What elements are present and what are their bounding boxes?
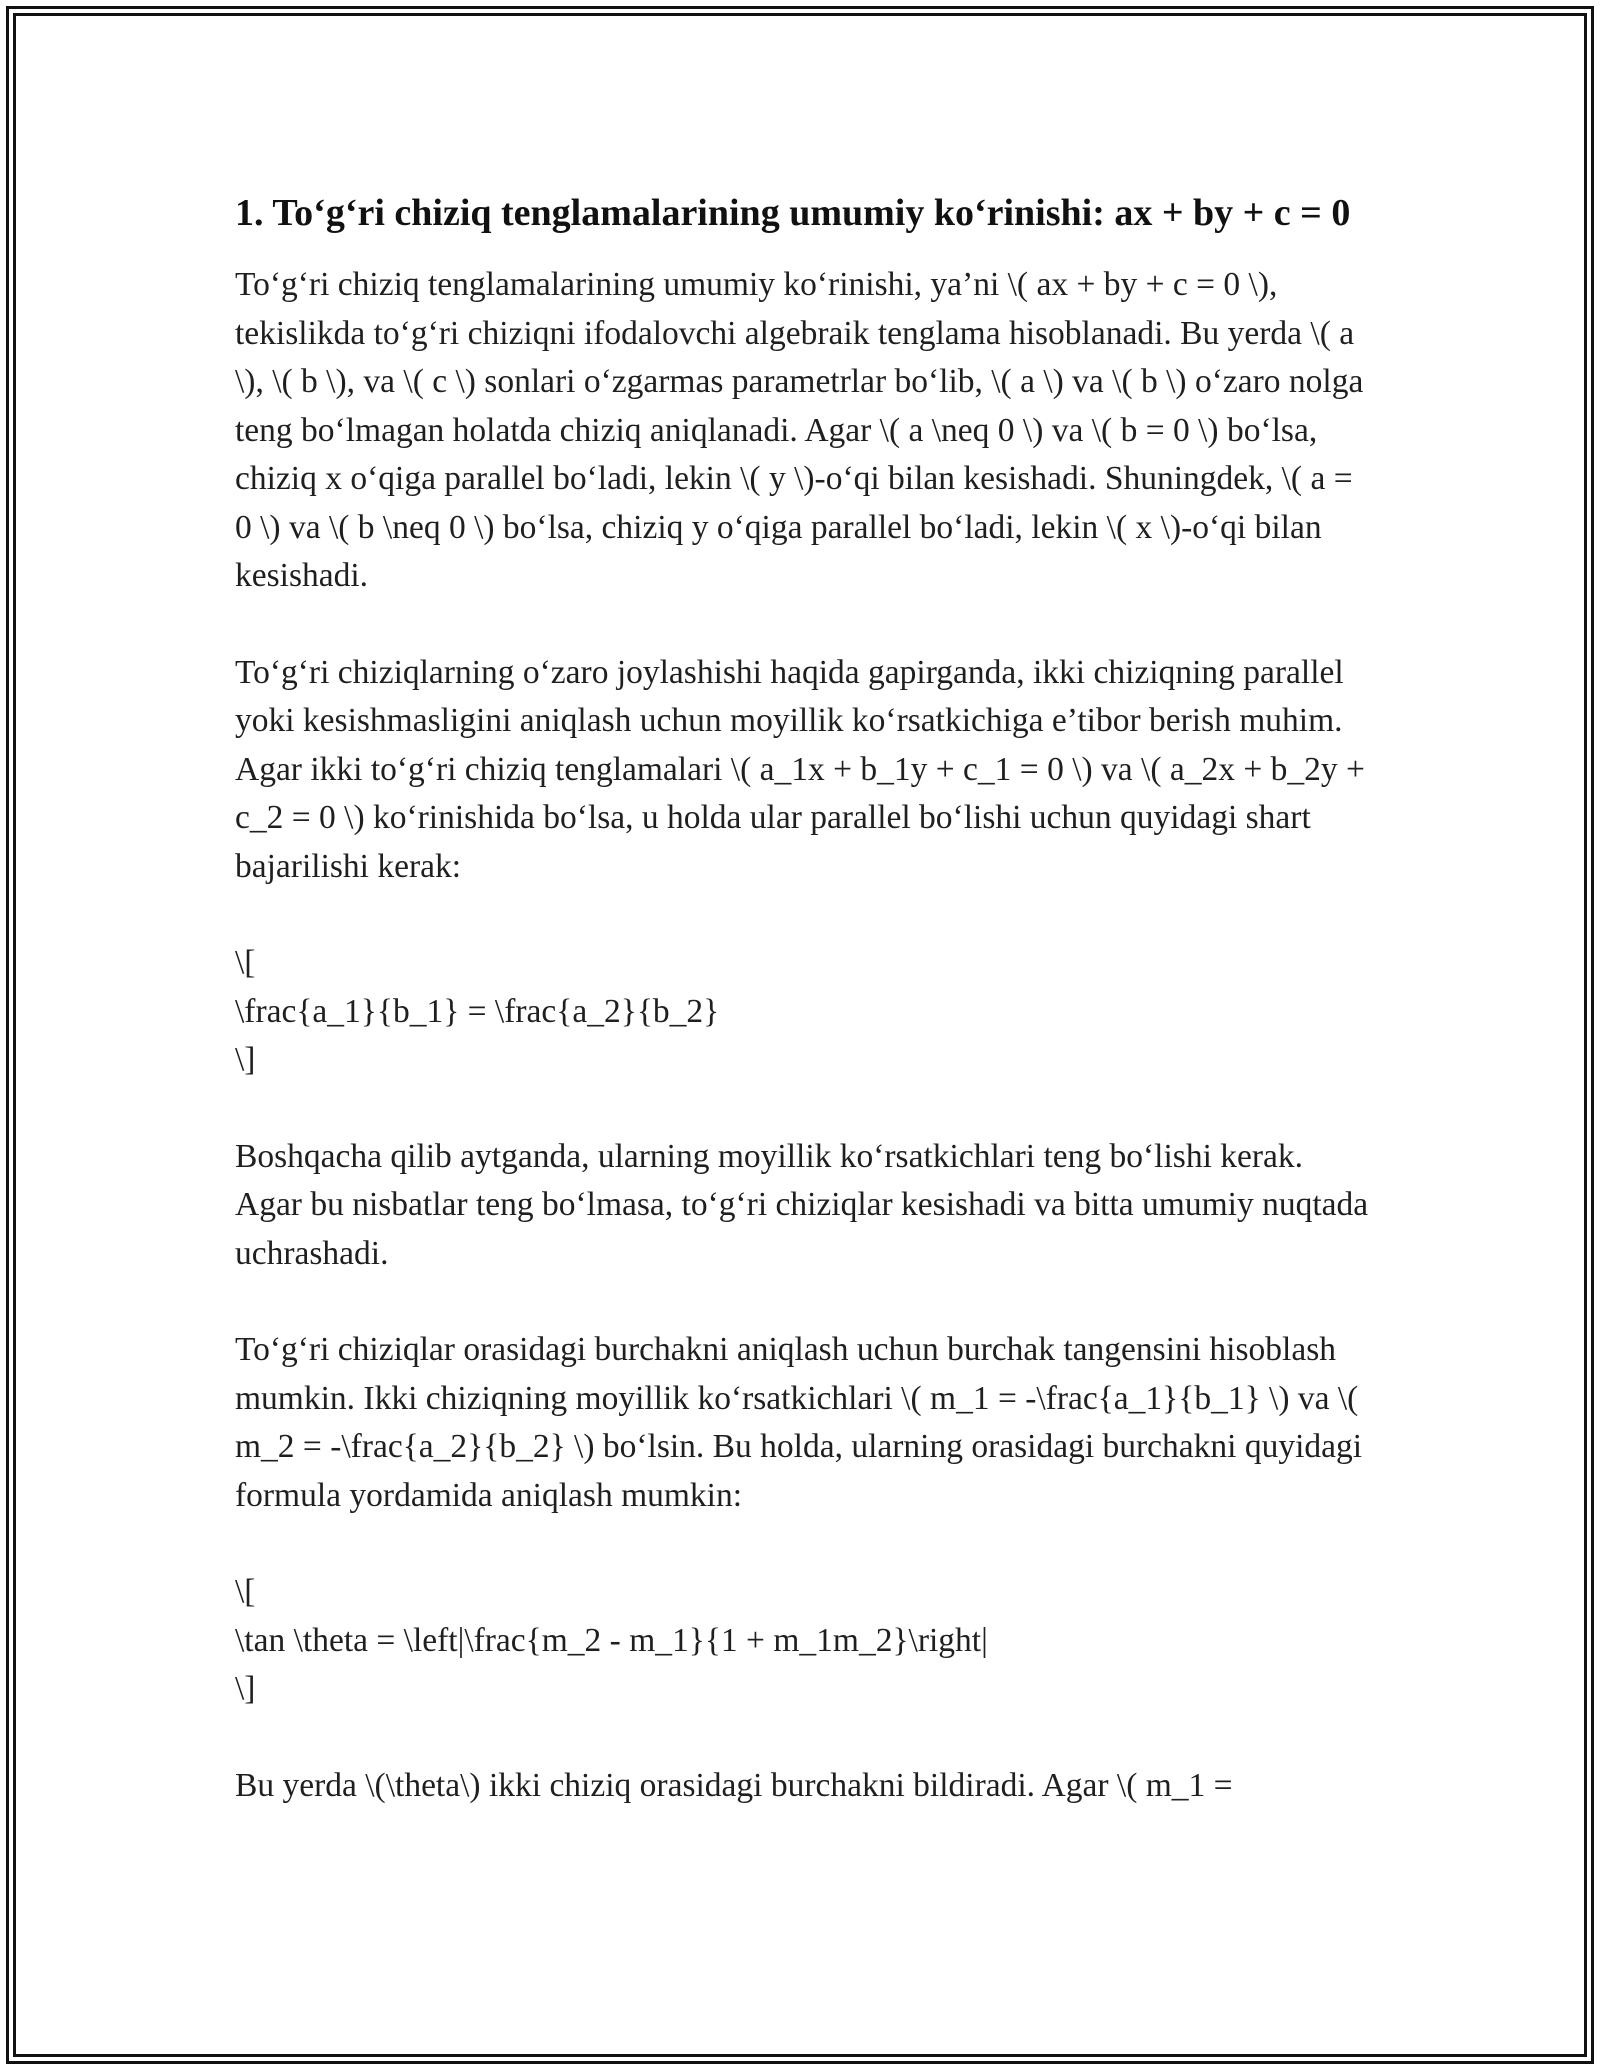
paragraph-angle-between: To‘g‘ri chiziqlar orasidagi burchakni aniqlash uchun burchak tangensini hisoblash mumkin. Ikki chiziqning moyillik ko‘rsatkichlari \( m_1 = -\frac{a_1}{b_1} \) va \( m_2 = -\frac{a_2}{b_2} \) bo‘lsin. Bu holda, ularning orasidagi burchakni quyidagi formula yordamida aniqlash mumkin: xyxy=(235,1331,1363,1514)
section-heading: 1. To‘g‘ri chiziq tenglamalarining umumiy ko‘rinishi: ax + by + c = 0 xyxy=(235,192,1351,234)
paragraph-general-form: To‘g‘ri chiziq tenglamalarining umumiy ko‘rinishi, ya’ni \( ax + by + c = 0 \), tekislikda to‘g‘ri chiziqni ifodalovchi algebraik tenglama hisoblanadi. Bu yerda \( a \), \( b \), va \( c \) sonlari o‘zgarmas parametrlar bo‘lib, \( a \) va \( b \) o‘zaro nolga teng bo‘lmagan holatda chiziq aniqlanadi. Agar \( a \neq 0 \) va \( b = 0 \) bo‘lsa, chiziq x o‘qiga parallel bo‘ladi, lekin \( y \)-o‘qi bilan kesishadi. Shuningdek, \( a = 0 \) va \( b \neq 0 \) bo‘lsa, chiziq y o‘qiga parallel bo‘ladi, lekin \( x \)-o‘qi bilan kesishadi. xyxy=(235,266,1364,594)
formula-body: \tan \theta = \left|\frac{m_2 - m_1}{1 + m_1m_2}\right| xyxy=(235,1621,988,1659)
formula-parallel xyxy=(235,939,1370,1085)
formula-close-delimiter: \] xyxy=(235,1041,256,1078)
formula-open-delimiter: \[ xyxy=(235,1573,256,1610)
formula-close-delimiter: \] xyxy=(235,1670,256,1707)
formula-tangent xyxy=(235,1568,1370,1714)
formula-body: \frac{a_1}{b_1} = \frac{a_2}{b_2} xyxy=(235,992,720,1030)
formula-open-delimiter: \[ xyxy=(235,944,256,981)
paragraph-theta-meaning: Bu yerda \(\theta\) ikki chiziq orasidagi burchakni bildiradi. Agar \( m_1 = xyxy=(235,1766,1233,1804)
document-page xyxy=(235,186,1370,1858)
paragraph-parallel-condition: To‘g‘ri chiziqlarning o‘zaro joylashishi haqida gapirganda, ikki chiziqning parallel yoki kesishmasligini aniqlash uchun moyillik ko‘rsatkichiga e’tibor berish muhim. Agar ikki to‘g‘ri chiziq tenglamalari \( a_1x + b_1y + c_1 = 0 \) va \( a_2x + b_2y + c_2 = 0 \) ko‘rinishida bo‘lsa, u holda ular parallel bo‘lishi uchun quyidagi shart bajarilishi kerak: xyxy=(235,653,1365,885)
paragraph-slopes-equal: Boshqacha qilib aytganda, ularning moyillik ko‘rsatkichlari teng bo‘lishi kerak. Agar bu nisbatlar teng bo‘lmasa, to‘g‘ri chiziqlar kesishadi va bitta umumiy nuqtada uchrashadi. xyxy=(235,1137,1369,1272)
